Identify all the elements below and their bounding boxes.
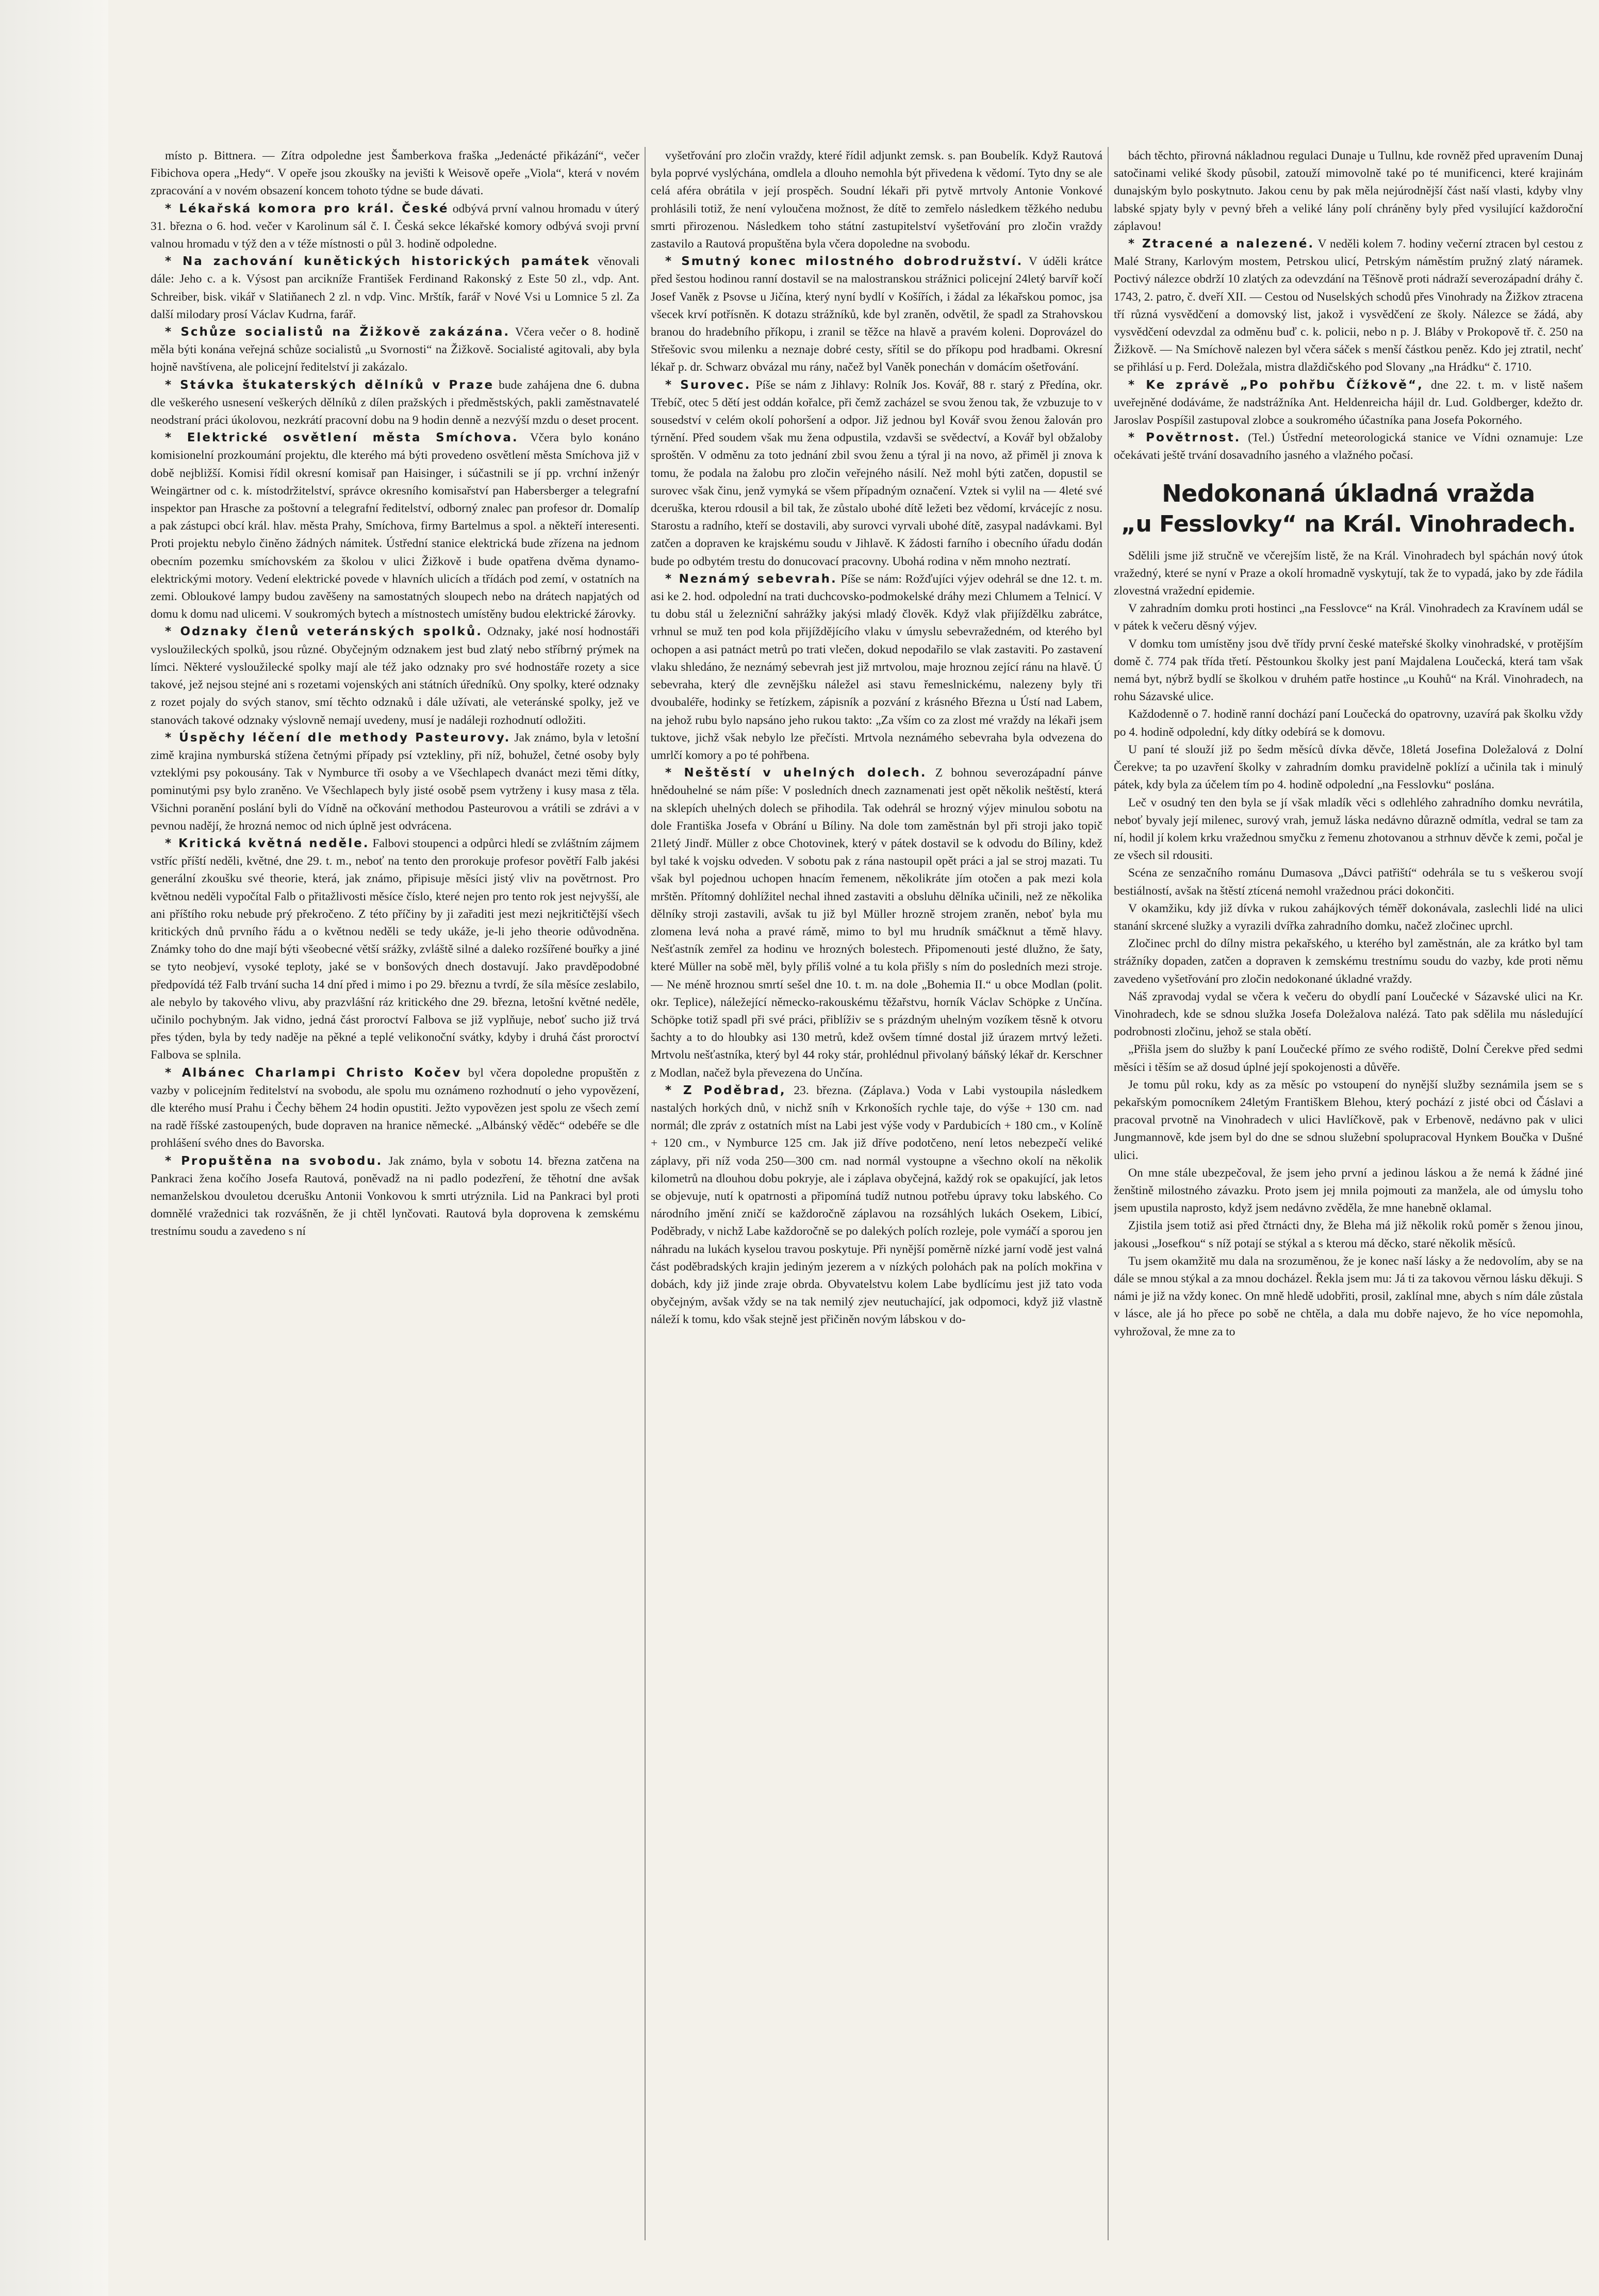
news-text: Jak známo, byla v letošní zimě krajina nymburská stížena četnými případy psí vztekliny, při níž, bohužel, četné osoby byly vzteklými psy pokousány. Tak v Nymburce tři osoby a ve Všechlapech dvanáct mezi těmi dítky, pominutými psy bylo zraněno. Ve Všechlapech byly jisté osobě psem vytrženy i kusy masa z těla. Všichni poranění poslání byli do Vídně na očkování methodou Pasteurovou a vrátili se zdrávi a v pevnou nadějí, že hrozná nemoc od nich úplně jest odvrácena. [151, 731, 639, 833]
column-2 [651, 147, 1102, 2251]
news-heading: * Odznaky členů veteránských spolků. [165, 625, 483, 639]
news-text: Z bohnou severozápadní pánve hnědouhelné se nám píše: V posledních dnech zaznamenati jest opět několik neštěstí, která na sklepích uhelných dolech se přihodila. Tak odehrál se hrozný výjev minulou sobotu na dole Františka Josefa v Obrání u Bíliny. Na dole tom zaměstnán byl při stroji jako topič 21letý Jindř. Müller z obce Chotovinek, který v pátek dostavil se k odvodu do Bíliny, kdež byl také k vojsku odveden. V sobotu pak z rána nastoupil opět práci a jal se stroj mazati. Tu však byl pojednou uchopen hnacím řemenem, několikráte jím otočen a pak mezi kola mrštěn. Přítomný dohlížitel nechal ihned zastaviti a obsluhu dělníka učinili, než ze několika dělníky stroji zastavili, avšak tu již byl Müller hrozně strojem zraněn, neboť byla mu zlomena levá noha a pravé rámě, mimo to byl mu hrudník smáčknut a těmě hlavy. Nešťastník zemřel za hodinu ve hrozných bolestech. Připomenouti jesté dlužno, že šaty, které Müller na sobě měl, byly příliš volné a tu kola přišly s ním do posledních mezi stroje. — Ne méně hroznou smrtí sešel dne 10. t. m. na dole „Bohemia II.“ u obce Modlan (polit. okr. Teplice), náležející německo-rakouskému těžařstvu, horník Václav Schöpke z Unčína. Schöpke totiž spadl při své práci, přiblíživ se s prázdným uhelným vozíkem těsně k otvoru šachty a to do hloubky asi 130 metrů, kdež ovšem tímné dostal již úrazem mrtvý ležeti. Mrtvolu nešťastníka, který byl 44 roky stár, prohlédnul přivolaný báňský lékař dr. Kerschner z Modlan, načež byla převezena do Unčína. [651, 766, 1102, 1080]
news-paragraph [151, 376, 639, 430]
news-text: odbývá první valnou hromadu v úterý 31. března o 6. hod. večer v Karolinum sál č. I. Česká sekce lékařské komory odbývá svoji první valnou hromadu v týž den a v téže místnosti o půl 3. hodině odpoledne. [151, 202, 639, 251]
news-text: Scéna ze senzačního románu Dumasova „Dávci patřiští“ odehrála se tu s veškerou svojí bestiálností, avšak na štěstí ztícená nemohl vražednou práci dokončiti. [1114, 866, 1583, 898]
news-paragraph [151, 429, 639, 623]
news-paragraph [151, 253, 639, 323]
news-paragraph [1114, 1164, 1583, 1217]
news-text: Zločinec prchl do dílny mistra pekařského, u kterého byl zaměstnán, ale za krátko byl tam strážníky dopaden, zatčen a dopraven k zemskému trestnímu soudu do vazby, kde proti němu zavedeno vyšetřování pro zločin nedokonané úkladné vraždy. [1114, 937, 1583, 986]
news-paragraph [651, 1082, 1102, 1329]
news-paragraph [1114, 147, 1583, 235]
news-paragraph [1114, 376, 1583, 430]
column-3-news [1114, 147, 1583, 465]
news-paragraph [1114, 1217, 1583, 1252]
news-text: 23. března. (Záplava.) Voda v Labi vystoupila následkem nastalých horkých dnů, v nichž sníh v Krkonoších rychle taje, do výše + 130 cm. nad normál; dle zpráv z ostatních míst na Labi jest výše vody v Pardubicích + 180 cm., v Kolíně + 120 cm., v Nymburce 125 cm. Jak již dříve podotčeno, není letos nebezpečí veliké záplavy, při níž voda 250—300 cm. nad normál vystoupne a všechno okolí na několik kilometrů na dlouhou dobu pokryje, ale i záplava obyčejná, každý rok se opakující, jak letos se objevuje, nutí k opatrnosti a připomíná tudíž nutnou potřebu úpravy toku labského. Co národního jmění zničí se každoročně záplavou na rozsáhlých lukách Osekem, Libicí, Poděbrady, v nichž Labe každoročně se po dalekých polích rozleje, pole vymáčí a sporou jen náhradu na lukách kyselou travou poskytuje. Při nynější poměrně nízké jarní vodě jest valná část poděbradských krajin jediným jezerem a v nízkých polohách pak na polích mokřina v dobách, kdy již jinde zraje obrda. Obyvatelstvu kolem Labe bydlícímu jest již tato voda obyčejným, avšak vždy se na tak nemilý zjev neutuchající, jak odpomoci, když již vlastně náleží k tomu, kdo však stejně jest přičiněn novým lábskou v do- [651, 1083, 1102, 1327]
news-text: Včera bylo konáno komisionelní prozkoumání projektu, dle kterého má býti provedeno osvětlení města Smíchova již v době nejbližší. Komisi řídil okresní komisař pan Haisinger, i súčastnili se jí pp. vrchní inženýr Weingärtner od c. k. místodržitelství, správce okresního komisařství pan Habersberger a telegrafní inspektor pan Hrasche za poštovní a telegrafní ředitelství, odborný znalec pan profesor dr. Domalíp a pak zástupci obcí král. hlav. města Prahy, Smíchova, firmy Bartelmus a spol. a někteří interesenti. Proti projektu nebylo činěno žádných námitek. Ústřední stanice elektrická bude zřízena na jednom obecním pozemku smíchovském za školou v ulici Žižkově i bude opatřena dvěma dynamo-elektrickými motory. Vedení elektrické povede v hlavních ulicích a třídách pod zemí, v ostatních na zemi. Obloukové lampy budou zavěšeny na samostatných sloupech nebo na drátech napjatých od domu k domu nad ulicemi. V soukromých bytech a místnostech umístěny budou elektrické žárovky. [151, 431, 639, 621]
news-text: V neděli kolem 7. hodiny večerní ztracen byl cestou z Malé Strany, Karlovým mostem, Petrskou ulicí, Petrským náměstím pružný zlatý náramek. Poctivý nálezce obdrží 10 zlatých za odevzdání na Těšnově proti nádraží severozápadní dráhy č. 1743, 2. patro, č. dveří XII. — Cestou od Nuselských schodů přes Vinohrady na Žižkov ztracena tří různá vysvědčení a domovský list, jakož i vysvědčení ze školy. Nálezce se žádá, aby vysvědčení odevzdal za odměnu buď c. k. policii, nebo n p. J. Bláby v Prokopově tř. č. 250 na Žižkově. — Na Smíchově nalezen byl včera sáček s menší částkou peněz. Kdo jej ztratil, nechť se přihlásí u p. Ferd. Doležala, mistra dlaždičského pod Slovany „na Hrádku“ č. 1710. [1114, 237, 1583, 374]
news-text: vyšetřování pro zločin vraždy, které řídil adjunkt zemsk. s. pan Boubelík. Když Rautová byla poprvé vyslýchána, omdlela a dlouho nemohla být přivedena k vědomí. Tyto dny se ale celá aféra obrátila v její prospěch. Soudní lékaři při pytvě mrtvoly Antonie Vonkové prohlásili totiž, že není vyloučena možnost, že dítě to zemřelo následkem těžkého nedubu smrti přirozenou. Následkem toho státní zastupitelství vyšetřování pro zločin vraždy zastavilo a Rautová propuštěna byla včera dopoledne na svobodu. [651, 149, 1102, 251]
news-paragraph [151, 1064, 639, 1152]
news-heading: * Elektrické osvětlení města Smíchova. [165, 431, 519, 445]
news-text: věnovali dále: Jeho c. a k. Výsost pan arcikníže František Ferdinand Rakonský z Este 50 zl., vdp. Ant. Schreiber, bisk. vikář v Slatiňanech 2 zl. n vdp. Vinc. Mrštík, farář v Nové Vsi u Lomnice 5 zl. Za další milodary prosí Václav Kudrna, farář. [151, 255, 639, 321]
news-heading: * Neznámý sebevrah. [665, 572, 837, 586]
page-margin [0, 0, 108, 2296]
news-heading: * Kritická květná neděle. [165, 836, 370, 850]
news-text: Včera večer o 8. hodině měla býti konána veřejná schůze socialistů „u Svornosti“ na Žižkově. Socialisté agitovali, aby byla hojně navštívena, ale policejní ředitelství ji zakázalo. [151, 325, 639, 374]
news-heading: * Neštěstí v uhelných dolech. [665, 766, 927, 780]
news-heading: * Stávka štukaterských dělníků v Praze [165, 378, 494, 392]
news-text: V zahradním domku proti hostinci „na Fesslovce“ na Král. Vinohradech za Kravínem udál se v pátek k večeru děsný výjev. [1114, 602, 1583, 633]
news-paragraph [1114, 900, 1583, 935]
news-paragraph [151, 729, 639, 835]
headline-line-1: Nedokonaná úkladná vražda [1162, 479, 1535, 507]
column-1 [151, 147, 639, 2251]
news-paragraph [151, 147, 639, 200]
news-text: „Přišla jsem do služby k paní Loučecké přímo ze svého rodiště, Dolní Čerekve před sedmi měsíci i těším se až dosud úplné její spokojenosti a důvěře. [1114, 1043, 1583, 1074]
news-heading: * Schůze socialistů na Žižkově zakázána. [165, 325, 510, 339]
news-heading: * Albánec Charlampi Christo Kočev [165, 1066, 462, 1080]
news-text: U paní té slouží již po šedm měsíců dívka děvče, 18letá Josefina Doležalová z Dolní Čerekve; ta po uzavření školky v zahradním domku pravidelně poklízí a učinila tak i minulý pátek, kdy byla za účelem tím po 4. hodině odpolední „na Fesslovku“ poslána. [1114, 742, 1583, 792]
news-text: Píše se nám z Jihlavy: Rolník Jos. Kovář, 88 r. starý z Předína, okr. Třebíč, otec 5 dětí jest oddán kořalce, při čemž zacházel se svou ženou tak, že vzbuzuje to v sousedství v celém okolí pohoršení a odpor. Již jednou byl Kovář svou ženou žalován pro týrnění. Před soudem však mu žena odpustila, vzdavši se svědectví, a Kovář byl obžaloby sproštěn. V odměnu za toto jednání zbil svou ženu a týral ji na novo, až přiměl ji znova k tomu, že podala na žalobu pro zločin veřejného násilí. Než mohl býti zatčen, dopustil se surovec však činu, jenž vymyká se všem případným označení. Vztek si vylil na — 4leté své dceruška, kterou rdousil a bil tak, že zůstalo ubohé dítě ležeti bez vědomí, krvácejíc z nosu. Starostu a radního, kteří se dostavili, aby surovci vyrvali ubohé dítě, zasypal nadávkami. Byl zatčen a dopraven ke krajskému soudu v Jihlavě. K žádosti farního i obecního úřadu dodán bude po odbytém trestu do donucovací pracovny. Ubohá rodina v něm mnoho neztratí. [651, 378, 1102, 568]
news-paragraph [1114, 988, 1583, 1041]
news-text: Odznaky, jaké nosí hodnostáři vysloužileckých spolků, jsou různé. Obyčejným odznakem jest bud zlatý nebo stříbrný prýmek na límci. Některé vysloužilecké spolky mají ale též jako odznaky pro své hodnostáře rozety a sice takové, jež nejsou stejné ani s rozetami vojenských ani státních úředníků. Ony spolky, které odznaky z rozet pojaly do svých stanov, smí těchto odznaků i dále užívati, ale veteránské spolky, jež ve stanovách takové odznaky výslovně nemají uvedeny, musí je nadáleji rozhodnutí odložiti. [151, 625, 639, 727]
news-paragraph [651, 570, 1102, 764]
column-divider [645, 147, 646, 2240]
news-heading: * Smutný konec milostného dobrodružství. [665, 255, 1024, 269]
news-text: bách těchto, přirovná nákladnou regulaci Dunaje u Tullnu, kde rovněž před upravením Dunaj satočinami veliké škody působil, zatouží mimovolně také po té munificenci, které krajinám dunajským bylo poskytnuto. Jakou cenu by pak měla nejúrodnější část naší vlasti, kdyby vlny labské spjaty byly v pevný břeh a veliké lány polí chráněny byly před vysilující každoroční záplavou! [1114, 149, 1583, 233]
news-paragraph [1114, 935, 1583, 988]
news-paragraph [651, 376, 1102, 570]
news-text: (Tel.) Ústřední meteorologická stanice ve Vídni oznamuje: Lze očekávati ještě trvání dosavadního jasného a vlažného počasí. [1114, 431, 1583, 462]
column-divider [1108, 147, 1109, 2240]
news-paragraph [1114, 864, 1583, 899]
news-text: byl včera dopoledne propuštěn z vazby v policejním ředitelství na svobodu, ale spolu mu oznámeno rozhodnutí o jeho vypovězení, dle kterého musí Prahu i Čechy během 24 hodin opustiti. Ježto vypovězen jest spolu ze všech zemí na radě říšské zastoupených, bude dopraven na hranice německé. „Albánský věděc“ odebéře se dle prohlášení svého dnes do Bavorska. [151, 1066, 639, 1150]
news-paragraph [1114, 547, 1583, 600]
column-3 [1114, 147, 1583, 2251]
news-text: Píše se nám: Rožďujíci výjev odehrál se dne 12. t. m. asi ke 2. hod. odpolední na trati duchcovsko-podmokelské dráhy mezi Chlumem a Telnicí. V tu dobu stál u železniční sahrážky jakýsi mladý člověk. Když vlak přijíždělku zabrátce, vrhnul se muž ten pod kola přijíždějícího vlaku v úmyslu sebevražedném, od kterého byl ochopen a asi patnáct metrů po trati vlečen, dokud nepodařilo se vlak zastaviti. Po zastavení vlaku shledáno, že neznámý sebevrah jest již mrtvolou, maje hroznou zející ránu na hlavě. Ú sebevraha, který dle zevnějšku náležel asi stavu řemeslnickému, nalezeny byly tři dvoubaléře, hodinky se řetízkem, zápisník a pozvání z krásného Března u Ústí nad Labem, na jehož rubu bylo napsáno jeho rukou takto: „Za vším co za zlost mé vraždy na lékaři jsem tuktove, jichž však nebylo lze přečísti. Mrtvola neznámého sebevraha byla odvezena do umrlčí komory a po té pohřbena. [651, 572, 1102, 762]
news-text: Náš zpravodaj vydal se včera k večeru do obydlí paní Loučecké v Sázavské ulici na Kr. Vinohradech, kde se sdnou služka Josefa Doležalova nalézá. Tato pak sdělila mu následující podrobnosti zločinu, jehož se stala obětí. [1114, 989, 1583, 1039]
news-text: Leč v osudný ten den byla se jí však mladík věci s odlehlého zahradního domku nevrátila, neboť byvaly její milenec, surový vrah, jemuž láska nedávno důrazně odmítla, vedral se tam za ní, hodil jí kolem krku vražednou smyčku z řemenu zhotovanou a strhnuv děvče k zemi, počal je ze všech sil rdousiti. [1114, 796, 1583, 863]
news-paragraph [1114, 1252, 1583, 1341]
news-text: Je tomu půl roku, kdy as za měsíc po vstoupení do nynější služby seznámila jsem se s pekařským pomocníkem 24letým Františkem Blehou, který pochází z jisté obci od Čáslavi a pracoval prvotně na Vinohradech v ulici Havlíčkově, pak v Erbenově, nedávno pak v ulici Jungmannově, kde jsem byl do dne se sdnou služební spolupracoval Hynkem Boučka v Dušné ulici. [1114, 1078, 1583, 1162]
headline-line-2: „u Fesslovky“ na Král. Vinohradech. [1121, 510, 1576, 537]
news-paragraph [151, 323, 639, 376]
news-paragraph [1114, 600, 1583, 635]
news-heading: * Z Poděbrad, [665, 1083, 786, 1097]
news-paragraph [651, 764, 1102, 1082]
news-text: V okamžiku, kdy již dívka v rukou zahájkových téměř dokonávala, zaslechli lidé na ulici stanání skrcené služky a vyrazili dvířka zahradního domku, načež zločinec uprchl. [1114, 901, 1583, 933]
news-text: Tu jsem okamžitě mu dala na srozuměnou, že je konec naší lásky a že nedovolím, aby se na dále se mnou stýkal a za mnou docházel. Řekla jsem mu: Já ti za takovou věrnou lásku děkuji. S námi je již na vždy konec. On mně hledě udobřiti, prosil, zaklínal mne, abych s ním dále zůstala v lásce, ale já ho přece po sobě ne chtěla, a dala mu dobře najevo, že ho více nepomohla, vyhrožoval, že mne za to [1114, 1254, 1583, 1339]
news-paragraph [151, 1152, 639, 1241]
news-text: místo p. Bittnera. — Zítra odpoledne jest Šamberkova fraška „Jedenácté přikázání“, večer Fibichova opera „Hedy“. V opeře jsou zkoušky na jevišti k Weisově opeře „Viola“, která v novém zpracování a v novém obsazení koncem tohoto týdne se bude dávati. [151, 149, 639, 198]
news-text: Sdělili jsme již stručně ve včerejším listě, že na Král. Vinohradech byl spáchán nový útok vražedný, které se nyní v Praze a okolí hromadně vyskytují, tak že to vypadá, jako by zde řádila zlovestná vražední epidemie. [1114, 549, 1583, 598]
news-heading: * Ztracené a nalezené. [1128, 237, 1315, 251]
news-paragraph [1114, 429, 1583, 464]
news-text: bude zahájena dne 6. dubna dle veškerého usnesení veškerých dělníků z dílen pražských i předměstských, pakli zaměstnavatelé neodstraní práci úkolovou, nezkrátí pracovní dobu na 9 hodin denně a nezvýší mzdu o deset procent. [151, 378, 639, 427]
news-paragraph [1114, 741, 1583, 794]
news-heading: * Surovec. [665, 378, 751, 392]
news-text: On mne stále ubezpečoval, že jsem jeho první a jedinou láskou a že nemá k žádné jiné ženštině milostného závazku. Proto jsem jej mnila pojmouti za manžela, ale od úmyslu toho jsem upustila naprosto, když jsem nedávno zvěděla, že mne hanebně oklamal. [1114, 1166, 1583, 1215]
news-paragraph [1114, 1040, 1583, 1076]
news-heading: * Propuštěna na svobodu. [165, 1154, 383, 1168]
article-headline [1114, 478, 1583, 540]
news-paragraph [1114, 235, 1583, 376]
news-text: Každodenně o 7. hodině ranní dochází paní Loučecká do opatrovny, uzavírá pak školku vždy po 4. hodině odpolední, kdy dítky odebírá se k domovu. [1114, 707, 1583, 739]
news-heading: * Na zachování kunětických historických památek [165, 255, 591, 269]
news-text: Falbovi stoupenci a odpůrci hledí se zvláštním zájmem vstříc příští neděli, květné, dne 29. t. m., neboť na tento den prorokuje profesor povětří Falb jakési generální zkoušku své theorie, která, jak známo, připisuje měsíci jistý vliv na povětrnost. Pro květnou neděli vypočítal Falb o přitažlivosti měsíce číslo, které nejen pro tento rok jest nejvyšší, ale ani příštího roku nebude prý překročeno. Z této příčiny by ji zařaditi jest mezi nejkritičtější všech kritických dnů prvního řádu a o květnou neděli se tedy ukáže, je-li jeho theorie odůvodněna. Známky toho do dne mají býti všeobecné větší srážky, zvláště silné a daleko rozšířené bouřky a jiné se tyto neobjeví, vysoké teploty, jaké se v bonšových dnech dostavují. Jako pravděpodobné předpovídá též Falb trvání sucha 14 dní před i mimo i po 29. březnu a tvrdí, že síla měsíce zeslabilo, ale nebylo by takového vlivu, aby prazvlášní ráz kritického dne 29. března, letošní květné neděle, učinilo pochybným. Jak vidno, jedná část proroctví Falbova se již vyplňuje, neboť sucho již trvá přes týden, byla by tedy naděje na pěkné a teplé velikonoční svátky, kdyby i druhá část proroctví Falbova se splnila. [151, 836, 639, 1062]
news-paragraph [1114, 1076, 1583, 1164]
column-3-article [1114, 547, 1583, 1341]
news-heading: * Povětrnost. [1128, 431, 1241, 445]
news-paragraph [151, 835, 639, 1064]
news-heading: * Úspěchy léčení dle methody Pasteurovy. [165, 731, 511, 745]
news-paragraph [1114, 705, 1583, 740]
news-text: Jak známo, byla v sobotu 14. března zatčena na Pankraci žena kočího Josefa Rautová, poněvadž na ni padlo podezření, že těhotní dne avšak nemanželskou dvouletou dcerušku Antonii Vonkovou k smrti utrýznila. Lid na Pankraci byl proti domnělé vražednici tak rozvášněn, že ji chtěl lynčovati. Rautová byla doprovena k zemskému trestnímu soudu a zavedeno s ní [151, 1154, 639, 1238]
news-paragraph [651, 147, 1102, 253]
news-paragraph [1114, 794, 1583, 865]
news-paragraph [651, 253, 1102, 376]
news-heading: * Lékařská komora pro král. České [165, 202, 449, 216]
news-paragraph [151, 200, 639, 253]
news-heading: * Ke zprávě „Po pohřbu Čížkově“, [1128, 378, 1424, 392]
news-text: Zjistila jsem totiž asi před čtrnácti dny, že Bleha má již několik roků poměr s ženou jinou, jakousi „Josefkou“ s níž potají se stýkal a s kterou má děcko, staré několik měsíců. [1114, 1219, 1583, 1250]
news-text: dne 22. t. m. v listě našem uveřejněné dodáváme, že nadstrážníka Ant. Heldenreicha hájil dr. Lud. Goldberger, kdežto dr. Jaroslav Pospíšil zastupoval zlobce a soukromého účastníka pana Josefa Pokorného. [1114, 378, 1583, 427]
news-paragraph [1114, 635, 1583, 706]
news-text: V domku tom umístěny jsou dvě třídy první české mateřské školky vinohradské, v protějším domě č. 774 pak třída třetí. Pěstounkou školky jest paní Majdalena Loučecká, která tam však nemá byt, nýbrž bydlí se školkou v druhém patře hostince „u Kouhů“ na Král. Vinohradech, na rohu Sázavské ulice. [1114, 637, 1583, 704]
news-text: V úděli krátce před šestou hodinou ranní dostavil se na malostranskou strážnici policejní 24letý barvíř kočí Josef Vaněk z Psovse u Jičína, který nyní bydlí v Košířích, i žádal za lékařskou pomoc, jsa všecek krví potřísněn. K dotazu strážníků, kde byl zraněn, odvětil, že spadl za Strahovskou branou do hradebního příkopu, i zranil se těžce na hlavě a pravém koleni. Doprovázel do Střešovic svou milenku a neznaje dobré cesty, sřítil se do příkopu pod hradbami. Okresní lékař p. dr. Schwarz obvázal mu rány, načež byl Vaněk ponechán v domácím ošetřování. [651, 255, 1102, 374]
news-paragraph [151, 623, 639, 729]
